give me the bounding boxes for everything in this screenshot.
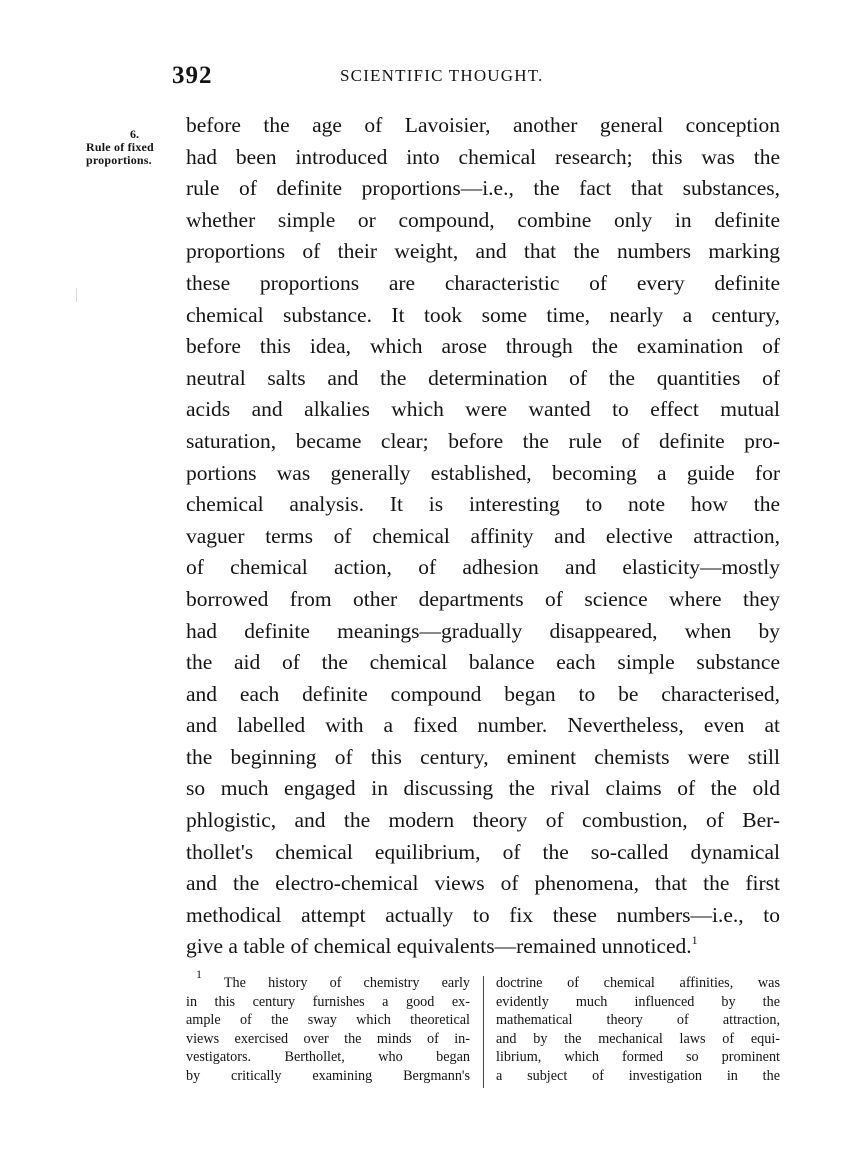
sidenote-section-number: 6. [130, 127, 139, 141]
footnote-column-divider [483, 976, 484, 1088]
running-head: SCIENTIFIC THOUGHT. [340, 66, 544, 85]
margin-sidenote [86, 128, 182, 167]
body-line: rule of definite proportions—i.e., the fact that substances, [186, 176, 780, 201]
body-line: the aid of the chemical balance each simple substance [186, 650, 780, 675]
footnote-line: vestigators. Berthollet, who began [186, 1049, 470, 1065]
footnote-line: in this century furnishes a good ex- [186, 993, 470, 1010]
footnote-reference: 1 [691, 933, 698, 948]
page-header [0, 62, 850, 96]
footnote-line: and by the mechanical laws of equi- [496, 1030, 780, 1047]
footnote-line: by critically examining Bergmann's [186, 1067, 470, 1084]
body-line: these proportions are characteristic of every definite [186, 270, 780, 295]
body-line: borrowed from other departments of science where they [186, 586, 780, 611]
body-line: so much engaged in discussing the rival claims of the old [186, 776, 780, 801]
body-line: had been introduced into chemical research; this was the [186, 144, 780, 169]
footnote-line: evidently much influenced by the [496, 993, 780, 1010]
body-line: neutral salts and the determination of the quantities of [186, 365, 780, 390]
body-line: whether simple or compound, combine only in definite [186, 207, 780, 232]
body-line: proportions of their weight, and that the numbers marking [186, 239, 780, 264]
sidenote-title-line-1: Rule of fixed [86, 140, 154, 154]
body-line: methodical attempt actually to fix these numbers—i.e., to [186, 902, 780, 927]
margin-mark [76, 288, 77, 302]
body-line: the beginning of this century, eminent chemists were still [186, 744, 780, 769]
footnote-line: ample of the sway which theoretical [186, 1012, 470, 1028]
footnote-column-right [496, 974, 780, 1085]
sidenote-title-line-2: proportions. [86, 153, 152, 167]
body-line: chemical substance. It took some time, nearly a century, [186, 302, 780, 327]
body-line-last-text: give a table of chemical equivalents—remained unnoticed. [186, 934, 692, 959]
body-text [186, 110, 780, 963]
body-line: chemical analysis. It is interesting to note how the [186, 492, 780, 517]
page-number: 392 [172, 62, 213, 89]
footnote-line-text: The history of chemistry early [223, 975, 470, 991]
body-line: thollet's chemical equilibrium, of the so-called dynamical [186, 839, 780, 864]
body-line: phlogistic, and the modern theory of combustion, of Ber- [186, 808, 780, 833]
body-line: saturation, became clear; before the rule of definite pro- [186, 428, 780, 453]
body-line: before this idea, which arose through the examination of [186, 334, 780, 359]
footnote-column-left [186, 967, 470, 1085]
footnote-line: mathematical theory of attraction, [496, 1012, 780, 1028]
body-line: vaguer terms of chemical affinity and elective attraction, [186, 523, 780, 548]
body-line: acids and alkalies which were wanted to effect mutual [186, 397, 780, 422]
footnotes [186, 967, 782, 1094]
body-line: of chemical action, of adhesion and elasticity—mostly [186, 555, 780, 580]
body-line: before the age of Lavoisier, another general conception [186, 113, 780, 137]
body-line: and the electro-chemical views of phenomena, that the first [186, 871, 780, 896]
footnote-line: librium, which formed so prominent [496, 1049, 780, 1065]
body-line: and labelled with a fixed number. Nevertheless, even at [186, 713, 780, 738]
body-line-last [186, 931, 780, 963]
body-line: and each definite compound began to be characterised, [186, 681, 780, 706]
footnote-line: views exercised over the minds of in- [186, 1030, 470, 1047]
footnote-line [186, 967, 470, 993]
body-line: portions was generally established, becoming a guide for [186, 460, 780, 485]
footnote-marker: 1 [196, 967, 202, 981]
body-line: had definite meanings—gradually disappeared, when by [186, 618, 780, 643]
footnote-line: doctrine of chemical affinities, was [496, 975, 780, 991]
footnote-line: a subject of investigation in the [496, 1067, 780, 1084]
